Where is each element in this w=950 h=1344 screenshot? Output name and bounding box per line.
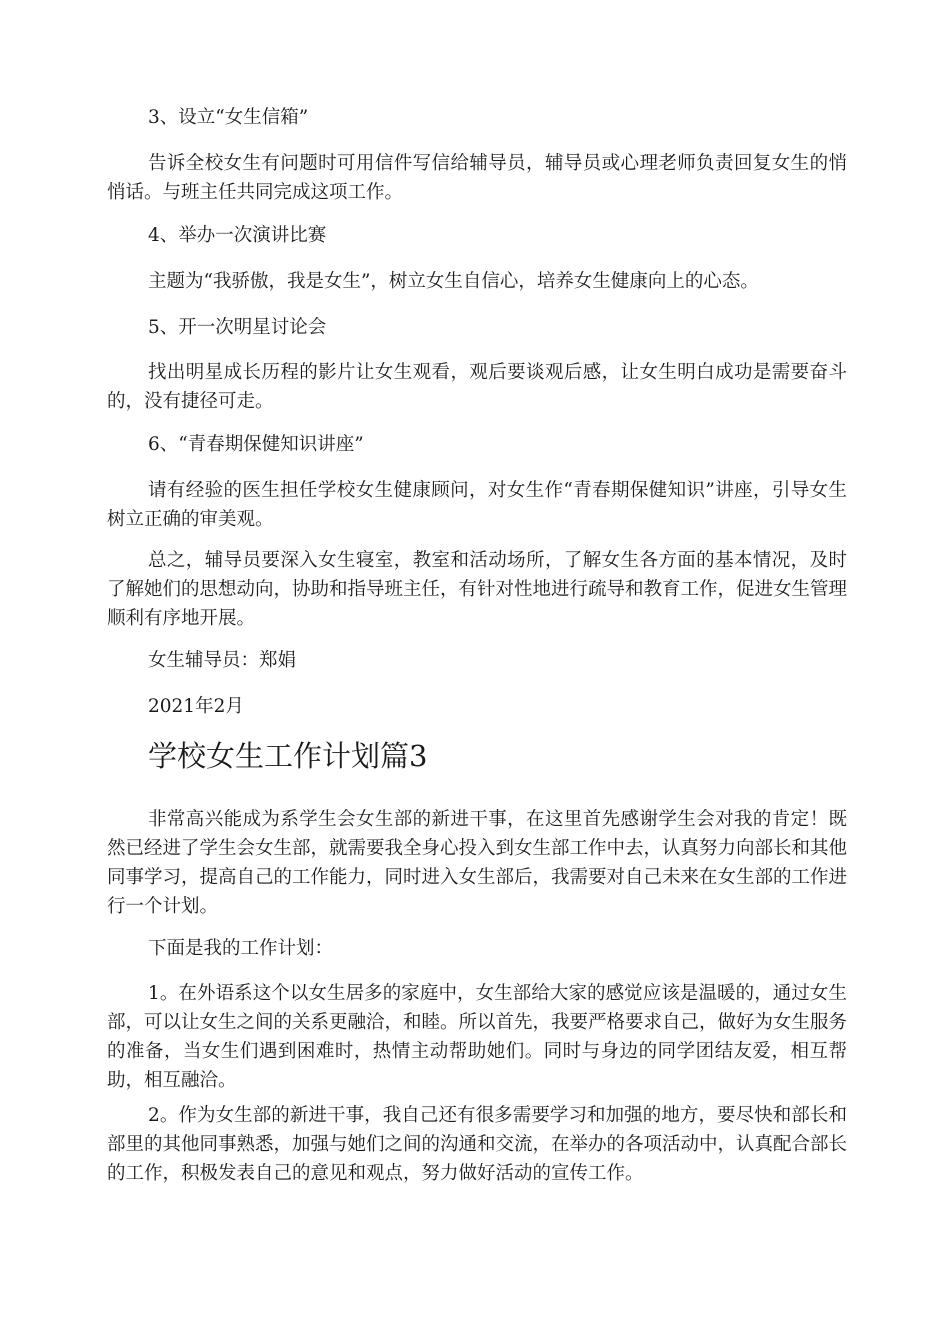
item-paragraph-5: 找出明星成长历程的影片让女生观看，观后要谈观后感，让女生明白成功是需要奋斗的，没有捷径可走。 <box>107 362 847 412</box>
item-paragraph-3: 告诉全校女生有问题时可用信件写信给辅导员，辅导员或心理老师负责回复女生的悄悄话。与班主任共同完成这项工作。 <box>107 153 847 203</box>
item-paragraph-6: 请有经验的医生担任学校女生健康顾问，对女生作“青春期保健知识”讲座，引导女生树立正确的审美观。 <box>107 480 847 530</box>
item-paragraph-4: 主题为“我骄傲，我是女生”，树立女生自信心，培养女生健康向上的心态。 <box>148 271 759 292</box>
plan-lead: 下面是我的工作计划： <box>148 938 334 959</box>
signature-line: 女生辅导员：郑娟 <box>148 650 297 671</box>
item-heading-5: 5、开一次明星讨论会 <box>148 317 327 338</box>
section-title: 学校女生工作计划篇3 <box>148 739 428 773</box>
item-heading-6: 6、“青春期保健知识讲座” <box>148 434 364 455</box>
plan-item-1: 1。在外语系这个以女生居多的家庭中，女生部给大家的感觉应该是温暖的，通过女生部，可以让女生之间的关系更融洽，和睦。所以首先，我要严格要求自己，做好为女生服务的准备，当女生们遇到困难时，热情主动帮助她们。同时与身边的同学团结友爱，相互帮助，相互融洽。 <box>107 983 848 1091</box>
intro-paragraph: 非常高兴能成为系学生会女生部的新进干事，在这里首先感谢学生会对我的肯定！既然已经进了学生会女生部，就需要我全身心投入到女生部工作中去，认真努力向部长和其他同事学习，提高自己的工作能力，同时进入女生部后，我需要对自己未来在女生部的工作进行一个计划。 <box>107 809 848 917</box>
plan-item-2: 2。作为女生部的新进干事，我自己还有很多需要学习和加强的地方，要尽快和部长和部里的其他同事熟悉，加强与她们之间的沟通和交流，在举办的各项活动中，认真配合部长的工作，积极发表自己的意见和观点，努力做好活动的宣传工作。 <box>107 1105 848 1184</box>
conclusion-paragraph: 总之，辅导员要深入女生寝室，教室和活动场所，了解女生各方面的基本情况，及时了解她们的思想动向，协助和指导班主任，有针对性地进行疏导和教育工作，促进女生管理顺利有序地开展。 <box>107 550 848 629</box>
item-heading-4: 4、举办一次演讲比赛 <box>148 225 327 246</box>
item-heading-3: 3、设立“女生信箱” <box>148 107 309 128</box>
date-line: 2021年2月 <box>148 696 244 717</box>
